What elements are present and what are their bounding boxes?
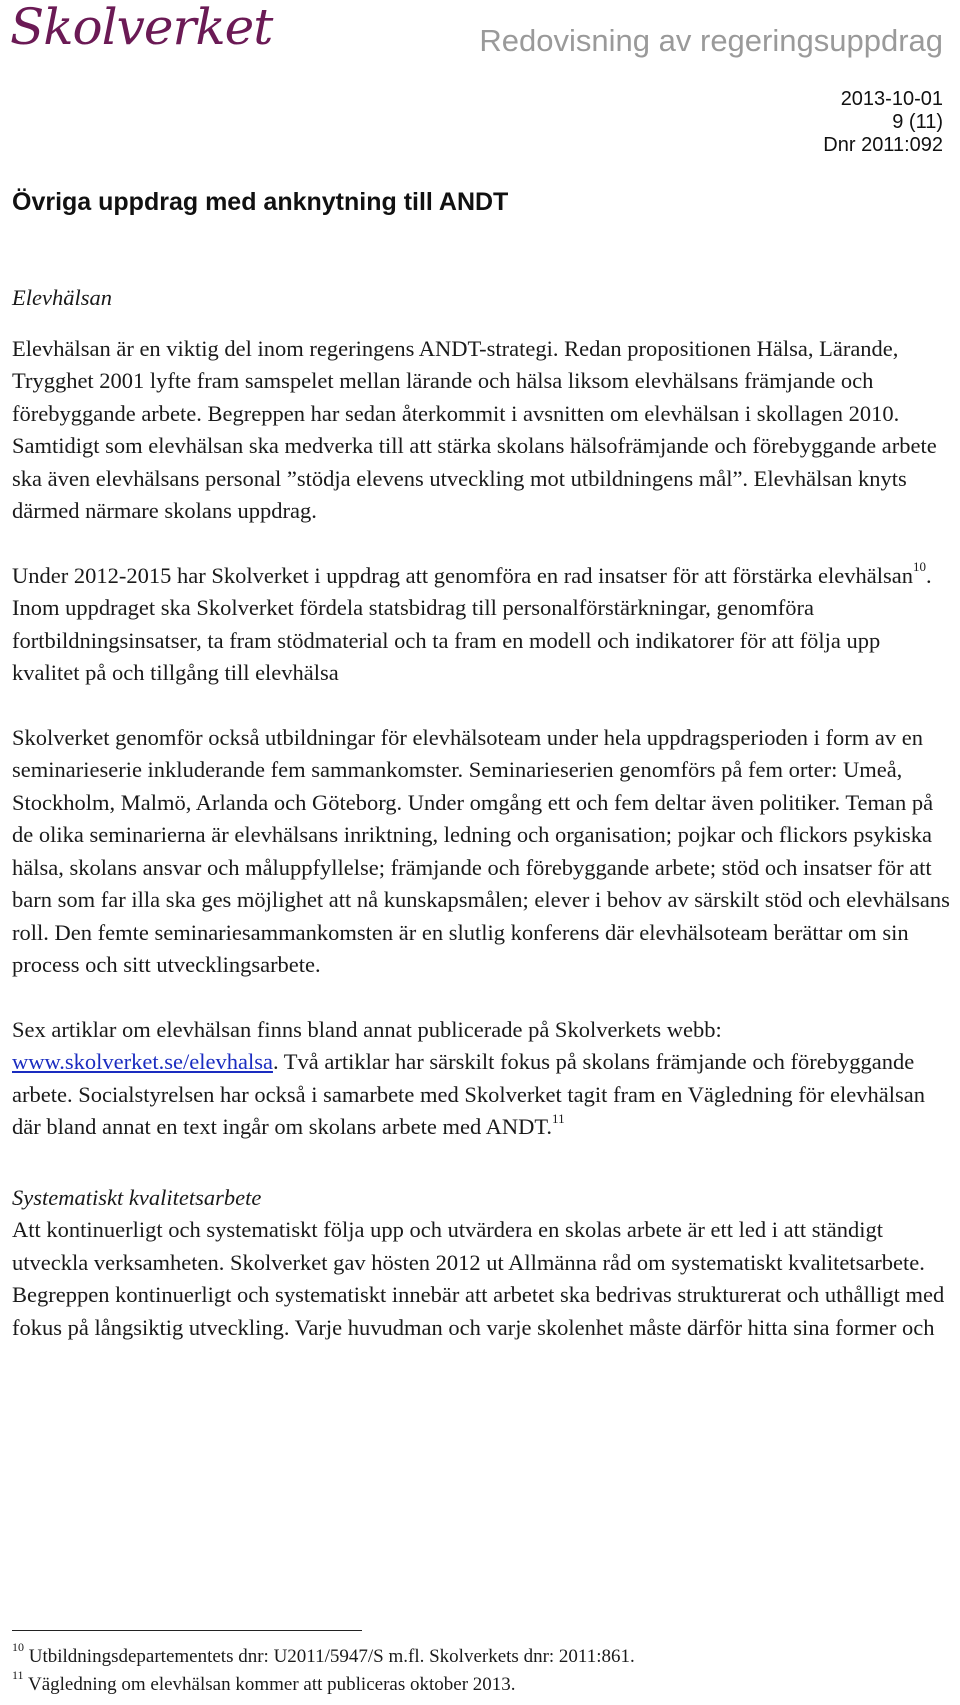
diary-number: Dnr 2011:092 <box>823 134 943 156</box>
paragraph: Elevhälsan är en viktig del inom regeringens ANDT-strategi. Redan propositionen Hälsa, Lärande, Trygghet 2001 lyfte fram samspelet mellan lärande och hälsa liksom elevhälsans främjande och förebyggande arbete. Begreppen har sedan återkommit i avsnitten om elevhälsan i skollagen 2010. Samtidigt som elevhälsan ska medverka till att stärka skolans hälsofrämjande och förebyggande arbete ska även elevhälsans personal ”stödja elevens utveckling mot utbildningens mål”. Elevhälsan knyts därmed närmare skolans uppdrag. <box>12 335 937 523</box>
paragraph-text: Sex artiklar om elevhälsan finns bland annat publicerade på Skolverkets webb: <box>12 1016 722 1042</box>
document-body <box>12 282 952 1344</box>
document-date: 2013-10-01 <box>840 88 943 110</box>
document-meta <box>823 88 943 157</box>
footnote-text: Vägledning om elevhälsan kommer att publiceras oktober 2013. <box>27 1674 516 1695</box>
footnote-number: 10 <box>12 1639 24 1654</box>
paragraph: Att kontinuerligt och systematiskt följa upp och utvärdera en skolas arbete är ett led i att ständigt utveckla verksamheten. Skolverket gav hösten 2012 ut Allmänna råd om systematiskt kvalitetsarbete. Begreppen kontinuerligt och systematiskt innebär att arbetet ska bedrivas strukturerat och uthålligt med fokus på långsiktig utveckling. Varje huvudman och varje skolenhet måste därför hitta sina former och <box>12 1217 945 1340</box>
page-number: 9 (11) <box>892 111 943 133</box>
paragraph: Skolverket genomför också utbildningar för elevhälsoteam under hela uppdragsperioden i form av en seminarieserie inkluderande fem sammankomster. Seminarieserien genomförs på fem orter: Umeå, Stockholm, Malmö, Arlanda och Göteborg. Under omgång ett och fem deltar även politiker. Teman på de olika seminarierna är elevhälsans inriktning, ledning och organisation; pojkar och flickors psykiska hälsa, skolans ansvar och måluppfyllelse; främjande och förebyggande arbete; stöd och insatser för att barn som far illa ska ges möjlighet att nå kunskapsmålen; elever i behov av särskilt stöd och elevhälsans roll. Den femte seminariesammankomsten är en slutlig konferens där elevhälsoteam berättar om sin process och sitt utvecklingsarbete. <box>12 724 950 977</box>
footnote-ref[interactable]: 11 <box>552 1110 565 1126</box>
footnote <box>12 1667 952 1699</box>
document-type: Redovisning av regeringsuppdrag <box>479 23 943 58</box>
elevhalsa-link[interactable]: www.skolverket.se/elevhalsa <box>12 1049 273 1074</box>
footnote <box>12 1639 952 1671</box>
footnote-text: Utbildningsdepartementets dnr: U2011/5947/S m.fl. Skolverkets dnr: 2011:861. <box>28 1646 635 1667</box>
paragraph <box>12 1014 952 1144</box>
footnote-number: 11 <box>12 1667 24 1682</box>
paragraph-text: . Inom uppdraget ska Skolverket fördela statsbidrag till personalförstärkningar, genomföra fortbildningsinsatser, ta fram stödmaterial och ta fram en modell och indikatorer för att följa upp kvalitet på och tillgång till elevhälsa <box>12 562 932 685</box>
section-heading-elevhalsan: Elevhälsan <box>12 285 112 310</box>
footnote-ref[interactable]: 10 <box>912 559 926 574</box>
page-title: Övriga uppdrag med anknytning till ANDT <box>12 188 509 216</box>
section-heading-kvalitetsarbete: Systematiskt kvalitetsarbete <box>12 1184 262 1210</box>
skolverket-logo: Skolverket <box>10 0 273 56</box>
paragraph <box>12 560 952 690</box>
footnotes <box>12 1639 952 1699</box>
footnote-divider <box>12 1630 362 1631</box>
paragraph-text: Under 2012-2015 har Skolverket i uppdrag att genomföra en rad insatser för att förstärka elevhälsan <box>12 562 913 588</box>
paragraph-text: . Två artiklar har särskilt fokus på skolans främjande och förebyggande arbete. Socialstyrelsen har också i samarbete med Skolverket tagit fram en Vägledning för elevhälsan där bland annat en text ingår om skolans arbete med ANDT. <box>12 1049 926 1139</box>
